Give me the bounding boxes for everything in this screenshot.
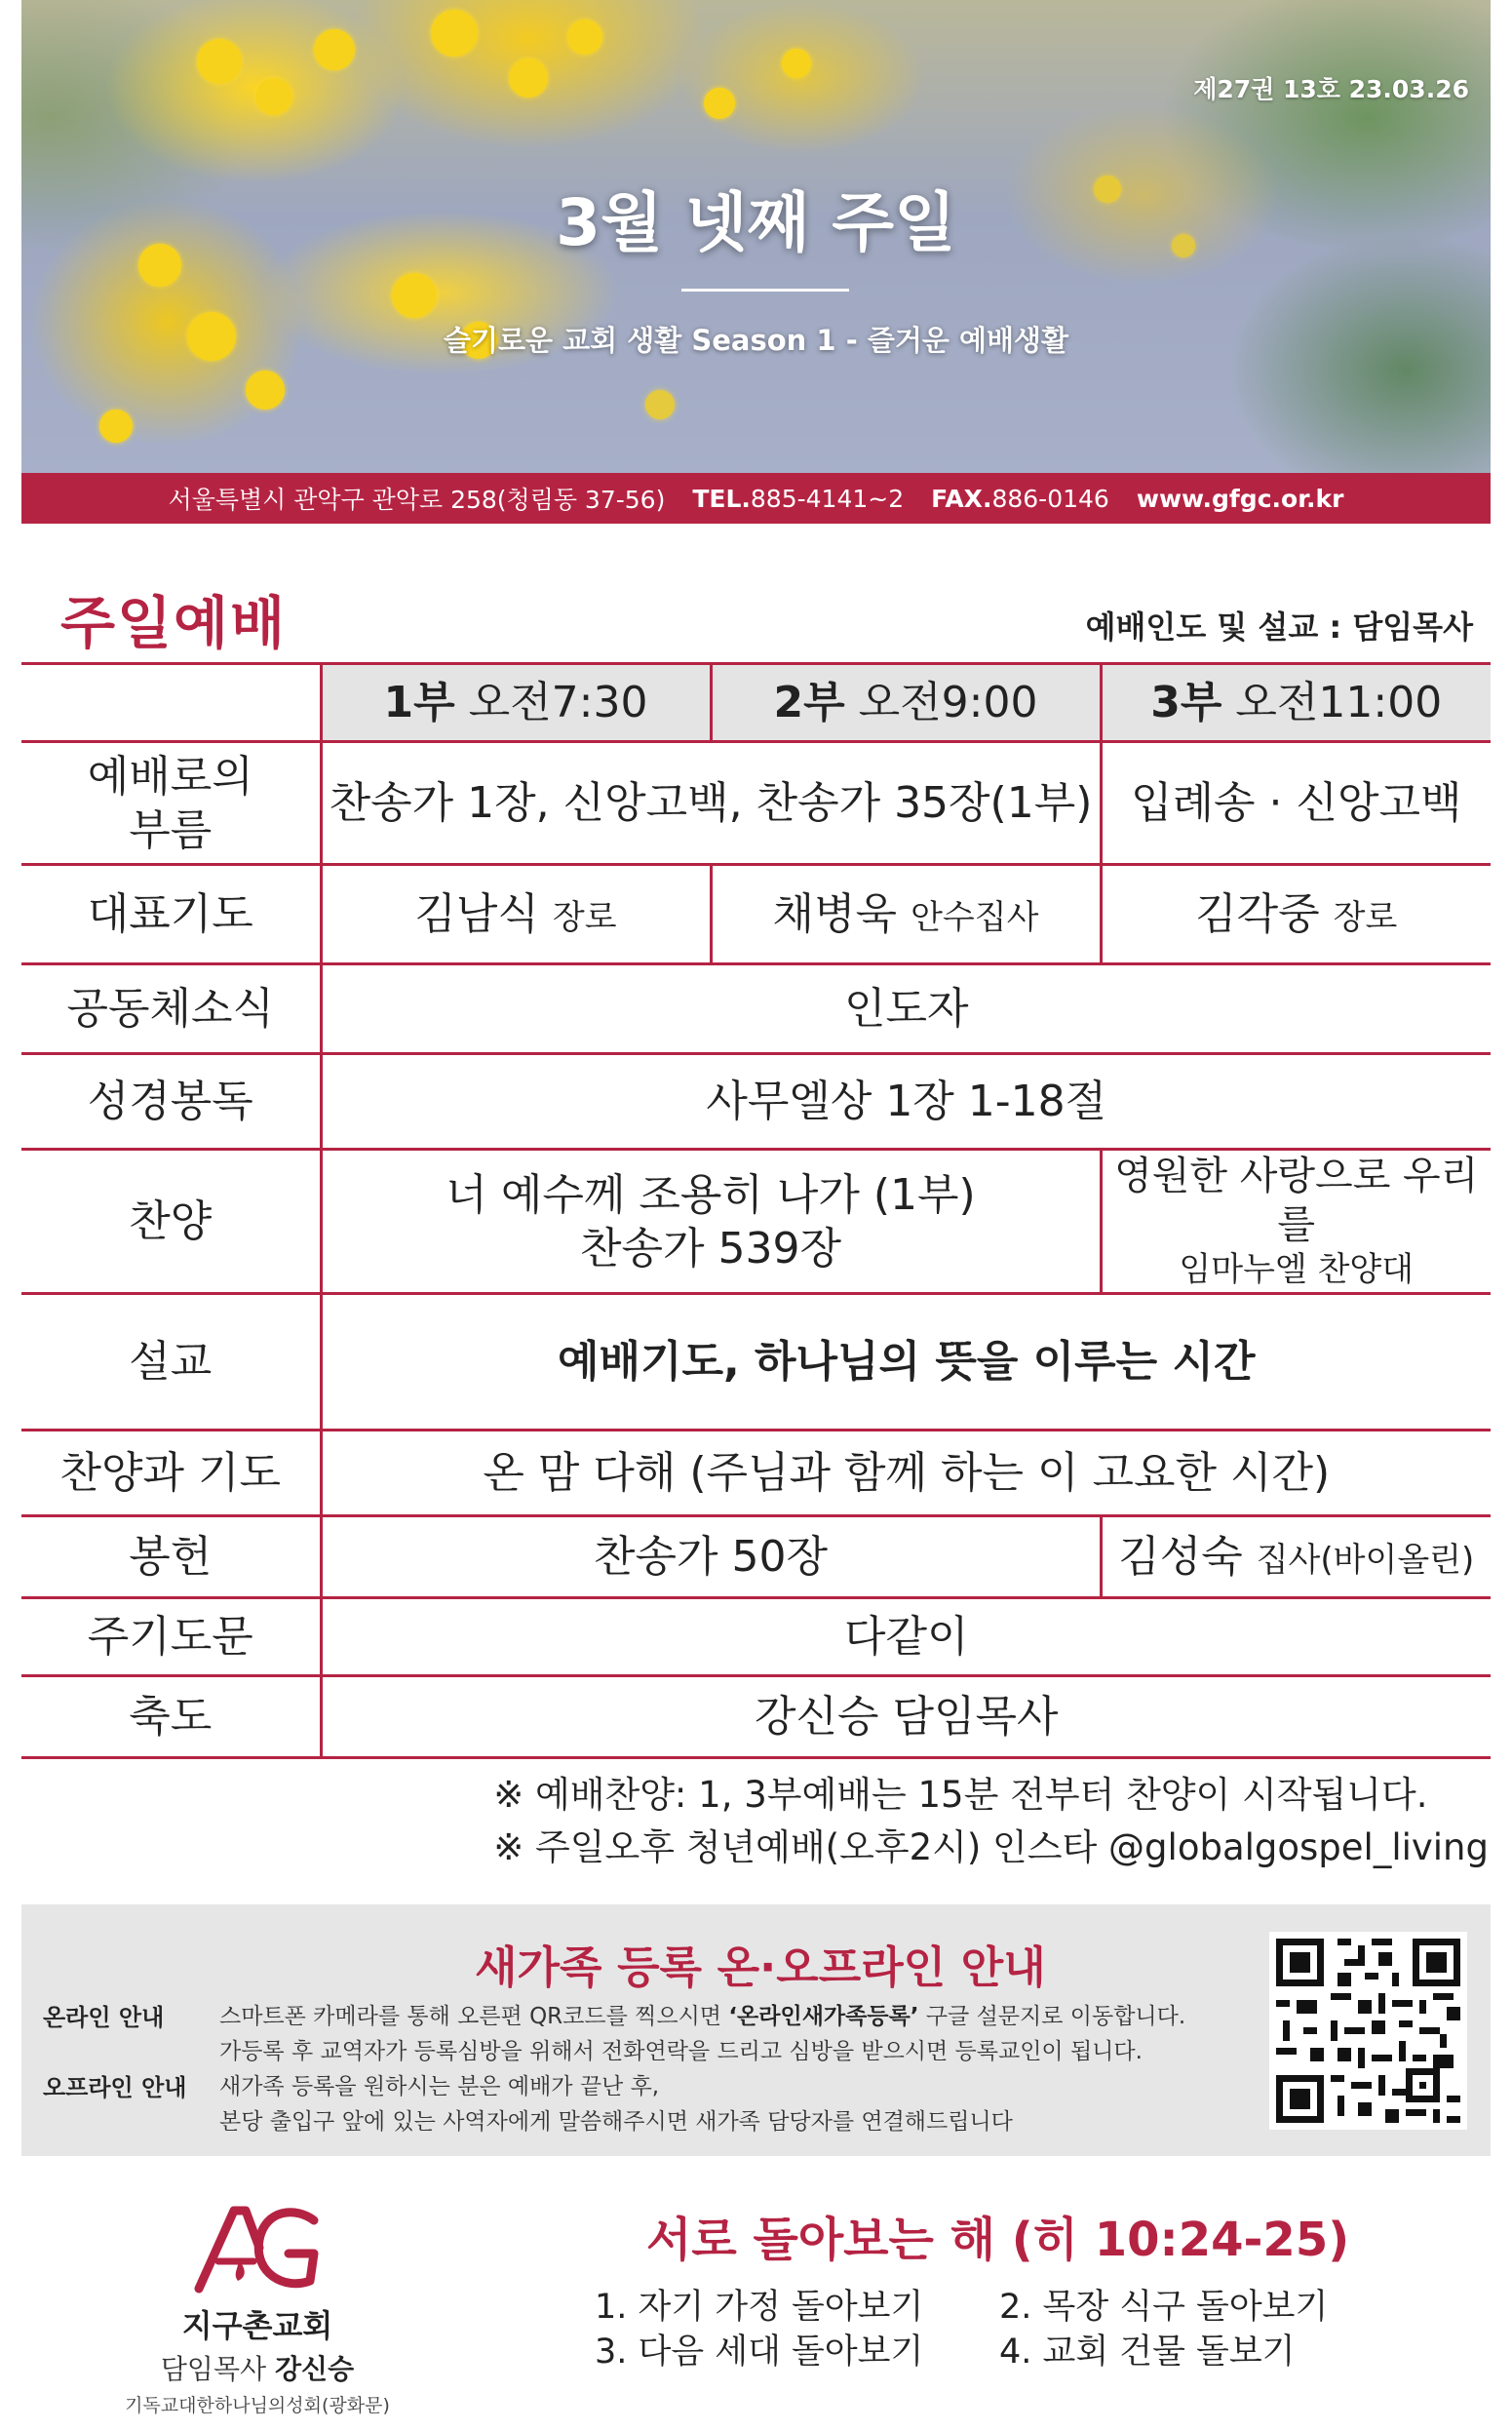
- prayer-leader-2: 채병욱 안수집사: [711, 865, 1101, 964]
- benediction-value: 강신승 담임목사: [321, 1676, 1491, 1758]
- community-news-value: 인도자: [321, 964, 1491, 1054]
- table-row: [21, 742, 1491, 865]
- week-subtitle: 슬기로운 교회 생활 Season 1 - 즐거운 예배생활: [443, 324, 1069, 357]
- issue-number: 제27권 13호 23.03.26: [1193, 75, 1469, 103]
- denomination: 기독교대한하나님의성회(광화문): [125, 2395, 390, 2416]
- row-label: 축도: [21, 1676, 321, 1758]
- online-label: 온라인 안내: [43, 2004, 165, 2031]
- table-row: [21, 1150, 1491, 1294]
- praise-prayer-value: 온 맘 다해 (주님과 함께 하는 이 고요한 시간): [321, 1431, 1491, 1516]
- header-banner: [21, 0, 1491, 478]
- table-row: [21, 1431, 1491, 1516]
- service-order-table: [21, 662, 1491, 1759]
- year-goal: 4. 교회 건물 돌보기: [999, 2333, 1296, 2372]
- service-2-header: 2부 오전9:00: [711, 664, 1101, 742]
- online-line-1: 스마트폰 카메라를 통해 오른편 QR코드를 찍으시면 ‘온라인새가족등록’ 구글 설문지로 이동합니다.: [219, 2004, 1186, 2029]
- row-label: 주기도문: [21, 1598, 321, 1676]
- table-row: [21, 1054, 1491, 1150]
- prayer-leader-3: 김각중 장로: [1101, 865, 1491, 964]
- row-label: 예배로의 부름: [21, 742, 321, 865]
- row-label: 성경봉독: [21, 1054, 321, 1150]
- sermon-title: 예배기도, 하나님의 뜻을 이루는 시간: [321, 1294, 1491, 1431]
- church-name: 지구촌교회: [181, 2307, 333, 2344]
- year-goal: 1. 자기 가정 돌아보기: [595, 2288, 924, 2327]
- note-line: ※ 예배찬양: 1, 3부예배는 15분 전부터 찬양이 시작됩니다.: [493, 1774, 1428, 1816]
- table-row: [21, 1676, 1491, 1758]
- row-label: 찬양과 기도: [21, 1431, 321, 1516]
- service-notes: [493, 1769, 1489, 1873]
- website-link[interactable]: www.gfgc.or.kr: [1136, 484, 1344, 513]
- row-label: 공동체소식: [21, 964, 321, 1054]
- row-label: 봉헌: [21, 1516, 321, 1598]
- online-line-2: 가등록 후 교역자가 등록심방을 위해서 전화연락을 드리고 심방을 받으시면 등록교인이 됩니다.: [219, 2039, 1143, 2064]
- service-leader: 예배인도 및 설교 : 담임목사: [1085, 608, 1473, 646]
- call-to-worship-third: 입례송 · 신앙고백: [1101, 742, 1491, 865]
- lords-prayer-value: 다같이: [321, 1598, 1491, 1676]
- service-1-header: 1부 오전7:30: [321, 664, 711, 742]
- church-logo-icon: [189, 2199, 326, 2296]
- table-row: [21, 1598, 1491, 1676]
- fax: FAX.886-0146: [931, 484, 1109, 513]
- section-title: 주일예배: [60, 590, 288, 656]
- qr-code-icon[interactable]: [1269, 1932, 1467, 2130]
- scripture-value: 사무엘상 1장 1-18절: [321, 1054, 1491, 1150]
- table-row: [21, 964, 1491, 1054]
- church-address: 서울특별시 관악구 관악로 258(청림동 37-56): [168, 486, 666, 514]
- call-to-worship-main: 찬송가 1장, 신앙고백, 찬송가 35장(1부): [321, 742, 1101, 865]
- contact-bar: [21, 473, 1491, 524]
- offering-hymn: 찬송가 50장: [321, 1516, 1101, 1598]
- table-row: [21, 1516, 1491, 1598]
- row-label: 찬양: [21, 1150, 321, 1294]
- newcomer-title: 새가족 등록 온·오프라인 안내: [475, 1941, 1046, 1993]
- offline-line-1: 새가족 등록을 원하시는 분은 예배가 끝난 후,: [219, 2074, 660, 2099]
- year-goal: 2. 목장 식구 돌아보기: [999, 2288, 1329, 2327]
- row-label: 대표기도: [21, 865, 321, 964]
- praise-main: 너 예수께 조용히 나가 (1부) 찬송가 539장: [321, 1150, 1101, 1294]
- title-divider: [681, 289, 849, 292]
- offline-label: 오프라인 안내: [43, 2074, 187, 2101]
- week-title: 3월 넷째 주일: [556, 185, 956, 260]
- row-label: 설교: [21, 1294, 321, 1431]
- offline-line-2: 본당 출입구 앞에 있는 사역자에게 말씀해주시면 새가족 담당자를 연결해드립니다: [219, 2109, 1013, 2135]
- header-empty-cell: [21, 664, 321, 742]
- service-3-header: 3부 오전11:00: [1101, 664, 1491, 742]
- table-row: [21, 865, 1491, 964]
- newcomer-info-box: [21, 1904, 1491, 2156]
- phone: TEL.885-4141~2: [692, 484, 905, 513]
- note-line: ※ 주일오후 청년예배(오후2시) 인스타 @globalgospel_living: [493, 1825, 1489, 1868]
- senior-pastor: 담임목사 강신승: [160, 2353, 355, 2385]
- praise-third: 영원한 사랑으로 우리를 임마누엘 찬양대: [1101, 1150, 1491, 1294]
- prayer-leader-1: 김남식 장로: [321, 865, 711, 964]
- year-theme-title: 서로 돌아보는 해 (히 10:24-25): [646, 2213, 1350, 2267]
- year-goal: 3. 다음 세대 돌아보기: [595, 2333, 924, 2372]
- service-time-header: [21, 664, 1491, 742]
- table-row: [21, 1294, 1491, 1431]
- offering-performer: 김성숙 집사(바이올린): [1101, 1516, 1491, 1598]
